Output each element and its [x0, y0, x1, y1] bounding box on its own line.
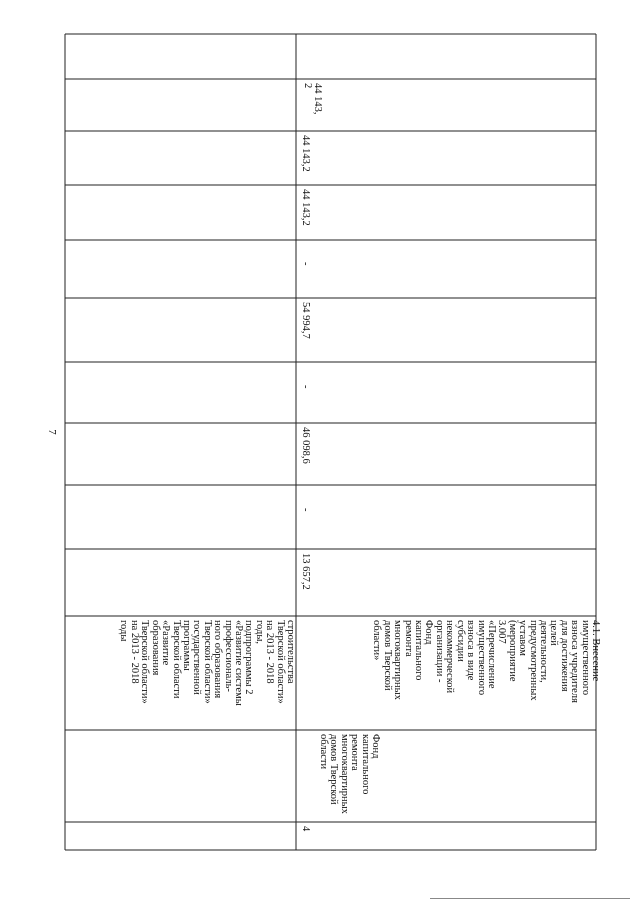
value-text: 44 143,: [312, 83, 323, 115]
text-line: ного образования: [212, 620, 224, 699]
value-text: -: [300, 262, 311, 266]
text-line: подпрограммы 2: [243, 620, 255, 695]
text-line: предусмотренных: [527, 620, 539, 701]
text-line: организации -: [433, 620, 445, 683]
text-line: области»: [371, 620, 383, 661]
text-line: «Развитие системы: [232, 620, 244, 706]
text-line: годы,: [253, 620, 265, 645]
value-text: 44 143,2: [300, 135, 311, 172]
value-cell: [300, 135, 310, 172]
text-line: Тверской области»: [139, 620, 151, 704]
text-line: на 2013 - 2018: [264, 620, 276, 684]
text-line: образования: [149, 620, 161, 676]
page-edge-mark: [430, 898, 630, 901]
text-line: области: [317, 734, 329, 770]
text-line: целей: [548, 620, 560, 646]
value-cell: [300, 302, 310, 339]
prev-row-activity-text: [118, 620, 295, 706]
text-line: «Перечисление: [485, 620, 497, 689]
value-text: 46 098,6: [300, 427, 311, 464]
text-line: субсидии: [454, 620, 466, 662]
text-line: для достижения: [558, 620, 570, 692]
activity-description: [371, 620, 600, 703]
text-line: (мероприятие: [506, 620, 518, 682]
text-line: 3.007: [496, 620, 508, 644]
value-text: 2: [301, 83, 313, 89]
text-line: многоквартирных: [392, 620, 404, 700]
value-text: 13 657,2: [300, 553, 311, 590]
text-line: Тверской области»: [274, 620, 286, 704]
value-cell: [300, 385, 310, 389]
text-line: государственной: [191, 620, 203, 695]
text-line: Фонд: [370, 734, 381, 759]
value-text: 54 994,7: [300, 302, 311, 339]
value-text: -: [300, 385, 311, 389]
text-line: на 2013 - 2018: [128, 620, 140, 684]
text-line: некоммерческой: [444, 620, 456, 694]
text-line: взноса учредителя: [569, 620, 581, 703]
text-line: ремонта: [402, 620, 414, 657]
value-cell: [300, 553, 310, 590]
value-cell: [300, 508, 310, 512]
text-line: капитального: [359, 734, 371, 795]
text-line: уставом: [517, 620, 529, 656]
text-line: программы: [180, 620, 192, 671]
text-line: домов Тверской: [328, 734, 340, 805]
text-line: Тверской области»: [201, 620, 213, 704]
value-cell: [301, 83, 322, 115]
organization-name: [318, 734, 380, 814]
value-text: -: [300, 508, 311, 512]
row-number: [300, 826, 310, 831]
text-line: «Развитие: [160, 620, 172, 666]
text-line: имущественного: [579, 620, 591, 696]
text-line: взноса в виде: [465, 620, 477, 681]
text-line: многоквартирных: [338, 734, 350, 814]
text-line: домов Тверской: [381, 620, 393, 691]
text-line: годы: [118, 620, 130, 642]
text-line: имущественного: [475, 620, 487, 696]
value-cell: [300, 427, 310, 464]
value-text: 44 143,2: [300, 189, 311, 226]
text-line: ремонта: [349, 734, 361, 771]
text-line: Фонд: [423, 620, 435, 645]
value-cell: [300, 262, 310, 266]
value-cell: [300, 189, 310, 226]
row-number-text: 4: [300, 826, 311, 832]
text-line: профессиональ-: [222, 620, 234, 692]
text-line: Тверской области: [170, 620, 182, 699]
text-line: 4.1. Внесение: [590, 620, 601, 682]
page-number: 7: [46, 429, 58, 435]
text-line: капитального: [413, 620, 425, 681]
text-line: строительства: [285, 620, 296, 684]
text-line: деятельности,: [537, 620, 549, 683]
